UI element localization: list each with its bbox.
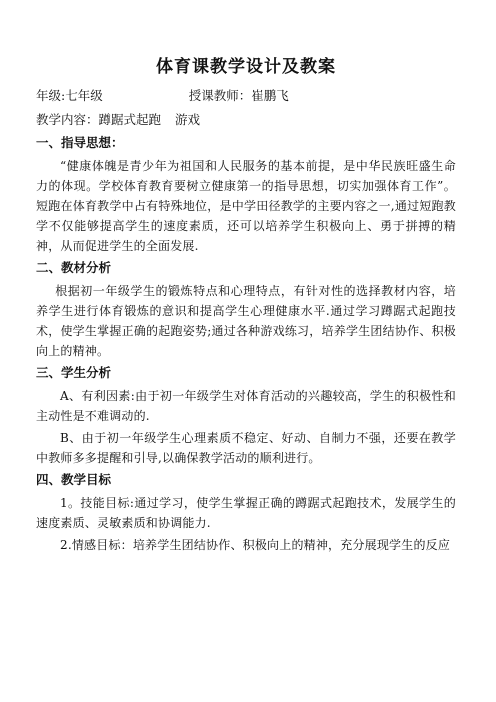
- content-label: 教学内容：蹲踞式起跑: [36, 112, 162, 127]
- section-heading-material: 二、教材分析: [36, 260, 112, 275]
- paragraph: 1。技能目标:通过学习，使学生掌握正确的蹲踞式起跑技术，发展学生的速度素质、灵敏素质和协调能力.: [36, 496, 456, 530]
- grade-text: 年级:七年级: [36, 88, 103, 103]
- paragraph: 根据初一年级学生的锻炼特点和心理特点，有针对性的选择教材内容，培养学生进行体育锻炼的意识和提高学生心理健康水平.通过学习蹲踞式起跑技术，使学生掌握正确的起跑姿势;通过各种游戏练习，培养学生团结协作、积极向上的精神。: [36, 284, 456, 358]
- paragraph: B、由于初一年级学生心理素质不稳定、好动、自制力不强，还要在教学中教师多多提醒和引导,以确保教学活动的顺利进行。: [36, 431, 456, 465]
- content-line: [36, 111, 456, 129]
- section-heading-guiding: 一、指导思想：: [36, 135, 124, 150]
- teacher-text: 授课教师：崔鹏飞: [188, 88, 289, 103]
- paragraph: A、有利因素:由于初一年级学生对体育活动的兴趣较高，学生的积极性和主动性是不难调动的.: [36, 389, 456, 423]
- paragraph: “健康体魄是青少年为祖国和人民服务的基本前提，是中华民族旺盛生命力的体现。学校体育教育要树立健康第一的指导思想，切实加强体育工作”。短跑在体育教学中占有特殊地位，是中学田径教学的主要内容之一,通过短跑教学不仅能够提高学生的速度素质，还可以培养学生积极向上、勇于拼搏的精神，从而促进学生的全面发展.: [36, 159, 456, 253]
- section-heading-goals: 四、教学目标: [36, 472, 112, 487]
- document-title: 体育课教学设计及教案: [156, 57, 336, 77]
- paragraph: 2.情感目标：培养学生团结协作、积极向上的精神，充分展现学生的反应: [60, 538, 451, 552]
- meta-line: [36, 87, 456, 105]
- section-heading-students: 三、学生分析: [36, 365, 112, 380]
- content-game: 游戏: [175, 112, 201, 127]
